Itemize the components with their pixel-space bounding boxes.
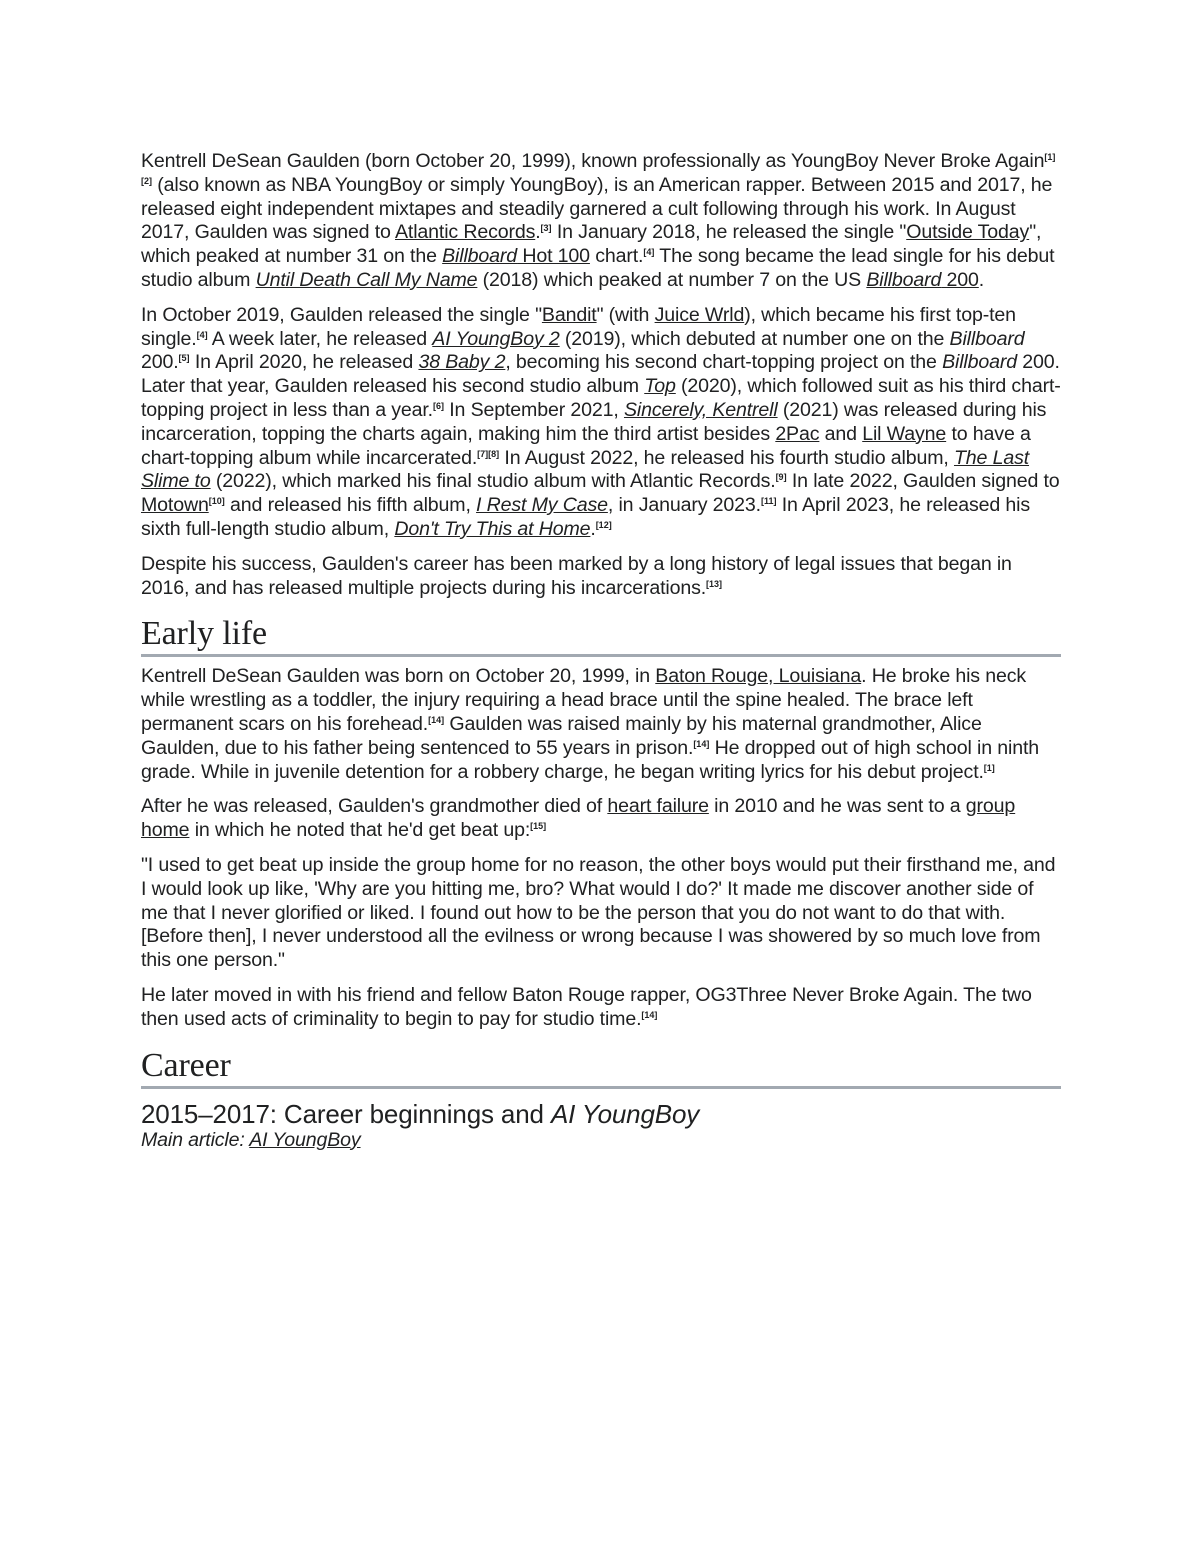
text: The song became the lead single for his debut studio album — [141, 245, 1055, 291]
text: in 2010 and he was sent to a — [708, 795, 966, 818]
text: 200. Later that year, Gaulden released his second studio album — [141, 351, 1060, 398]
citation[interactable]: [10] — [208, 496, 225, 507]
link-juice-wrld[interactable]: Juice Wrld — [654, 303, 745, 326]
text: (2018) which peaked at number 7 on the US — [477, 268, 867, 291]
link-group-home[interactable]: group home — [141, 795, 1016, 842]
text: to have a chart-topping album while incarcerated. — [141, 422, 1031, 469]
link-atlantic-records[interactable]: Atlantic Records — [394, 221, 536, 244]
citation[interactable]: [14] — [693, 738, 710, 749]
italic-text: Billboard — [949, 327, 1025, 350]
section-heading-career: Career — [141, 1048, 1061, 1089]
citation[interactable]: [5] — [178, 353, 190, 364]
text: A week later, he released — [207, 327, 433, 350]
text: In October 2019, Gaulden released the single " — [141, 303, 542, 326]
citation[interactable]: [7][8] — [477, 448, 500, 459]
link-billboard-200[interactable] — [866, 269, 978, 291]
heading-text-italic: AI YoungBoy — [550, 1098, 700, 1129]
text: After he was released, Gaulden's grandmother died of — [141, 795, 608, 818]
link-text-italic: Billboard — [442, 245, 518, 268]
text: Kentrell DeSean Gaulden was born on October 20, 1999, in — [141, 665, 656, 688]
text: (also known as NBA YoungBoy or simply YoungBoy), is an American rapper. Between 2015 and 2017, he released eight independent mixtapes and steadily garnered a cult following through his work. In August 2017, Gaulden was signed to — [141, 173, 1053, 244]
citation[interactable]: [14] — [641, 1009, 658, 1020]
text: In September 2021, — [443, 398, 624, 421]
text: . — [535, 221, 541, 244]
citation[interactable]: [4] — [643, 247, 655, 258]
link-sincerely-kentrell[interactable] — [624, 399, 778, 421]
link-text-italic: Don't Try This at Home — [394, 517, 591, 540]
citation[interactable]: [1][2] — [141, 152, 1056, 186]
intro-paragraph-1 — [141, 150, 1061, 293]
link-ai-youngboy-2[interactable] — [432, 328, 559, 350]
text: Despite his success, Gaulden's career has been marked by a long history of legal issues that began in 2016, and has released multiple projects during his incarcerations. — [141, 552, 1012, 599]
early-life-paragraph-3 — [141, 984, 1061, 1032]
link-billboard-hot-100[interactable] — [442, 245, 590, 267]
link-text-italic: AI YoungBoy 2 — [432, 327, 560, 350]
link-text-italic: Top — [644, 375, 676, 398]
link-motown[interactable]: Motown — [141, 494, 209, 517]
link-38-baby-2[interactable] — [418, 351, 505, 373]
citation[interactable]: [1] — [983, 762, 995, 773]
citation[interactable]: [9] — [775, 472, 787, 483]
text: In August 2022, he released his fourth studio album, — [499, 446, 954, 469]
article-body — [141, 150, 1061, 1152]
text: and — [819, 422, 863, 445]
link-2pac[interactable]: 2Pac — [775, 422, 820, 445]
main-article-hatnote — [141, 1129, 1061, 1153]
text: He dropped out of high school in ninth grade. While in juvenile detention for a robbery charge, he began writing lyrics for his debut project. — [141, 736, 1039, 783]
text: Kentrell DeSean Gaulden (born October 20, 1999), known professionally as YoungBoy Never Broke Again — [141, 150, 1045, 172]
text: In late 2022, Gaulden signed to — [786, 470, 1060, 493]
text: . — [978, 268, 985, 291]
link-heart-failure[interactable]: heart failure — [607, 795, 709, 818]
link-ai-youngboy[interactable]: AI YoungBoy — [249, 1128, 361, 1151]
link-bandit[interactable]: Bandit — [541, 303, 597, 326]
intro-paragraph-2 — [141, 304, 1061, 542]
link-lil-wayne[interactable]: Lil Wayne — [862, 422, 947, 445]
text: , becoming his second chart-topping project on the — [505, 351, 943, 374]
link-dont-try-this-at-home[interactable] — [394, 518, 590, 540]
heading-text: 2015–2017: Career beginnings and — [141, 1098, 551, 1129]
early-life-paragraph-1 — [141, 665, 1061, 784]
text: " (with — [596, 303, 655, 326]
text: In April 2020, he released — [189, 351, 419, 374]
early-life-quote: "I used to get beat up inside the group home for no reason, the other boys would put their firsthand me, and I would look up like, 'Why are you hitting me, bro? What would I do?' It made me discover another side of me that I never glorified or liked. I found out how to be the person that you do not want to do that with. [Before then], I never understood all the evilness or wrong because I was showered by so much love from this one person." — [141, 853, 1056, 972]
text: chart. — [589, 245, 644, 268]
link-text: Hot 100 — [517, 245, 590, 268]
text: ), which became his first top-ten single. — [141, 303, 1016, 350]
link-i-rest-my-case[interactable] — [476, 494, 608, 516]
link-outside-today[interactable]: Outside Today — [906, 221, 1030, 244]
link-text-italic: Sincerely, Kentrell — [623, 398, 778, 421]
text: (2021) was released during his incarceration, topping the charts again, making him the third artist besides — [141, 398, 1047, 445]
citation[interactable]: [15] — [530, 821, 547, 832]
text: In April 2023, he released his sixth full-length studio album, — [141, 494, 1030, 540]
link-until-death-call-my-name[interactable] — [256, 269, 478, 291]
link-text-italic: I Rest My Case — [476, 494, 608, 517]
citation[interactable]: [12] — [595, 519, 612, 530]
link-text: 200 — [941, 268, 979, 291]
text: (2020), which followed suit as his third chart-topping project in less than a year. — [141, 375, 1061, 421]
link-text-italic: Billboard — [866, 268, 942, 291]
subsection-heading-career-beginnings — [141, 1099, 1061, 1129]
text: Gaulden was raised mainly by his maternal grandmother, Alice Gaulden, due to his father being sentenced to 55 years in prison. — [141, 712, 982, 759]
text: He later moved in with his friend and fellow Baton Rouge rapper, OG3Three Never Broke Again. The two then used acts of criminality to begin to pay for studio time. — [141, 983, 1032, 1030]
link-baton-rouge-louisiana[interactable]: Baton Rouge, Louisiana — [655, 665, 862, 688]
citation[interactable]: [14] — [428, 714, 445, 725]
section-heading-early-life: Early life — [141, 616, 1061, 657]
hatnote-label: Main article: — [141, 1128, 250, 1151]
citation[interactable]: [13] — [706, 578, 723, 589]
text: (2022), which marked his final studio album with Atlantic Records. — [210, 470, 776, 493]
italic-text: Billboard — [942, 351, 1017, 374]
link-text-italic: 38 Baby 2 — [418, 351, 506, 374]
citation[interactable]: [4] — [196, 329, 208, 340]
text: . He broke his neck while wrestling as a toddler, the injury requiring a head brace until the spine healed. The brace left permanent scars on his forehead. — [141, 665, 1027, 735]
link-text-italic: The Last Slime to — [141, 446, 1030, 493]
early-life-paragraph-2 — [141, 795, 1061, 843]
link-top[interactable] — [644, 375, 676, 397]
citation[interactable]: [11] — [760, 496, 777, 507]
text: , in January 2023. — [607, 494, 761, 517]
text: and released his fifth album, — [224, 494, 477, 517]
text: (2019), which debuted at number one on the — [559, 327, 950, 350]
text: ", which peaked at number 31 on the — [141, 221, 1042, 268]
intro-paragraph-3 — [141, 553, 1061, 601]
text: 200. — [141, 351, 179, 374]
text: in which he noted that he'd get beat up: — [189, 819, 531, 842]
citation[interactable]: [3] — [540, 223, 552, 234]
link-text-italic: Until Death Call My Name — [255, 268, 478, 291]
text: In January 2018, he released the single " — [551, 221, 907, 244]
text: . — [590, 517, 596, 540]
citation[interactable]: [6] — [432, 400, 444, 411]
